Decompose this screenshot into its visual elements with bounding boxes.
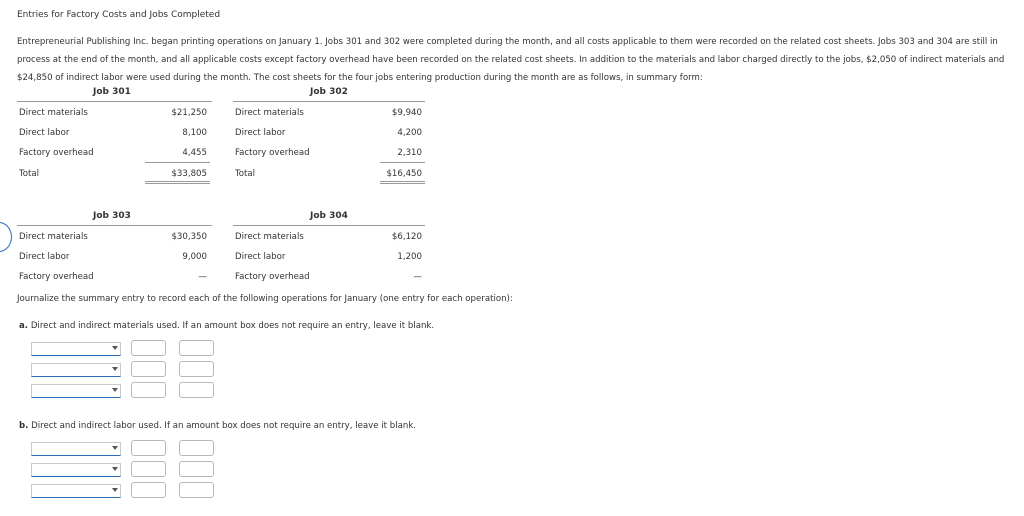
job-301-direct-materials-amount: $21,250	[171, 108, 207, 118]
job-304-factory-overhead-label: Factory overhead	[235, 272, 310, 282]
page-title: Entries for Factory Costs and Jobs Completed	[17, 10, 221, 20]
part-a-debit-input-3[interactable]	[131, 382, 166, 398]
part-a-text: Direct and indirect materials used. If an amount box does not require an entry, leave it blank.	[30, 321, 435, 331]
part-b-debit-input-3[interactable]	[131, 482, 166, 498]
job-302-direct-materials-amount: $9,940	[391, 108, 422, 118]
job-304-factory-overhead-amount: —	[413, 272, 422, 282]
part-b-text: Direct and indirect labor used. If an amount box does not require an entry, leave it blank.	[31, 421, 417, 431]
job-302-subtotal-rule	[380, 162, 425, 163]
part-a-debit-input-2[interactable]	[131, 361, 166, 377]
part-a-account-select-1[interactable]	[31, 342, 121, 356]
job-301-direct-materials-label: Direct materials	[19, 108, 88, 118]
chevron-down-icon	[112, 446, 118, 450]
part-b-question	[19, 421, 416, 431]
problem-description: Entrepreneurial Publishing Inc. began printing operations on January 1. Jobs 301 and 302 were completed during the month, and all costs applicable to them were recorded on the related cost sheets. Jobs 303 and 304 are still in process at the end of the month, and all applicable costs except factory overhead have been recorded on the related cost sheets. In addition to the materials and labor charged directly to the jobs, $2,050 of indirect materials and $24,850 of indirect labor were used during the month. The cost sheets for the four jobs entering production during the month are as follows, in summary form:	[17, 37, 1005, 83]
part-b-account-select-1[interactable]	[31, 442, 121, 456]
job-304-direct-materials-amount: $6,120	[391, 232, 422, 242]
job-301-factory-overhead-label: Factory overhead	[19, 148, 94, 158]
chevron-down-icon	[112, 388, 118, 392]
part-b-letter: b.	[19, 421, 29, 431]
job-304-direct-labor-amount: 1,200	[397, 252, 422, 262]
progress-marker-icon	[0, 222, 12, 252]
job-302-header-rule	[233, 101, 425, 102]
part-a-account-select-2[interactable]	[31, 363, 121, 377]
job-302-direct-labor-amount: 4,200	[397, 128, 422, 138]
part-b-debit-input-2[interactable]	[131, 461, 166, 477]
part-b-account-select-3[interactable]	[31, 484, 121, 498]
part-b-credit-input-2[interactable]	[179, 461, 214, 477]
job-301-total-label: Total	[19, 169, 40, 179]
part-a-debit-input-1[interactable]	[131, 340, 166, 356]
chevron-down-icon	[112, 488, 118, 492]
job-302-total-label: Total	[235, 169, 256, 179]
part-b-credit-input-3[interactable]	[179, 482, 214, 498]
job-302-total-rule	[380, 181, 425, 184]
job-303-factory-overhead-label: Factory overhead	[19, 272, 94, 282]
part-a-credit-input-1[interactable]	[179, 340, 214, 356]
job-301-total-rule	[145, 181, 210, 184]
part-a-letter: a.	[19, 321, 29, 331]
job-302-direct-materials-label: Direct materials	[235, 108, 304, 118]
job-303-direct-labor-label: Direct labor	[19, 252, 70, 262]
job-301-direct-labor-label: Direct labor	[19, 128, 70, 138]
part-a-question	[19, 321, 434, 331]
part-b-account-select-2[interactable]	[31, 463, 121, 477]
job-302-direct-labor-label: Direct labor	[235, 128, 286, 138]
job-301-direct-labor-amount: 8,100	[182, 128, 207, 138]
part-a-credit-input-3[interactable]	[179, 382, 214, 398]
job-302-factory-overhead-label: Factory overhead	[235, 148, 310, 158]
job-303-direct-materials-label: Direct materials	[19, 232, 88, 242]
job-302-factory-overhead-amount: 2,310	[397, 148, 422, 158]
job-302-total-amount: $16,450	[386, 169, 422, 179]
part-a-account-select-3[interactable]	[31, 384, 121, 398]
job-301-factory-overhead-amount: 4,455	[182, 148, 207, 158]
job-304-header-rule	[233, 225, 425, 226]
job-303-title: Job 303	[93, 211, 131, 221]
job-304-title: Job 304	[310, 211, 348, 221]
part-a-credit-input-2[interactable]	[179, 361, 214, 377]
chevron-down-icon	[112, 367, 118, 371]
chevron-down-icon	[112, 346, 118, 350]
part-b-debit-input-1[interactable]	[131, 440, 166, 456]
job-301-title: Job 301	[93, 87, 131, 97]
part-b-credit-input-1[interactable]	[179, 440, 214, 456]
job-301-total-amount: $33,805	[171, 169, 207, 179]
job-301-header-rule	[17, 101, 212, 102]
job-303-header-rule	[17, 225, 212, 226]
job-303-direct-materials-amount: $30,350	[171, 232, 207, 242]
job-304-direct-labor-label: Direct labor	[235, 252, 286, 262]
job-303-direct-labor-amount: 9,000	[182, 252, 207, 262]
chevron-down-icon	[112, 467, 118, 471]
job-301-subtotal-rule	[145, 162, 210, 163]
journalize-prompt: Journalize the summary entry to record each of the following operations for January (one entry for each operation):	[17, 294, 513, 304]
job-302-title: Job 302	[310, 87, 348, 97]
job-304-direct-materials-label: Direct materials	[235, 232, 304, 242]
job-303-factory-overhead-amount: —	[198, 272, 207, 282]
